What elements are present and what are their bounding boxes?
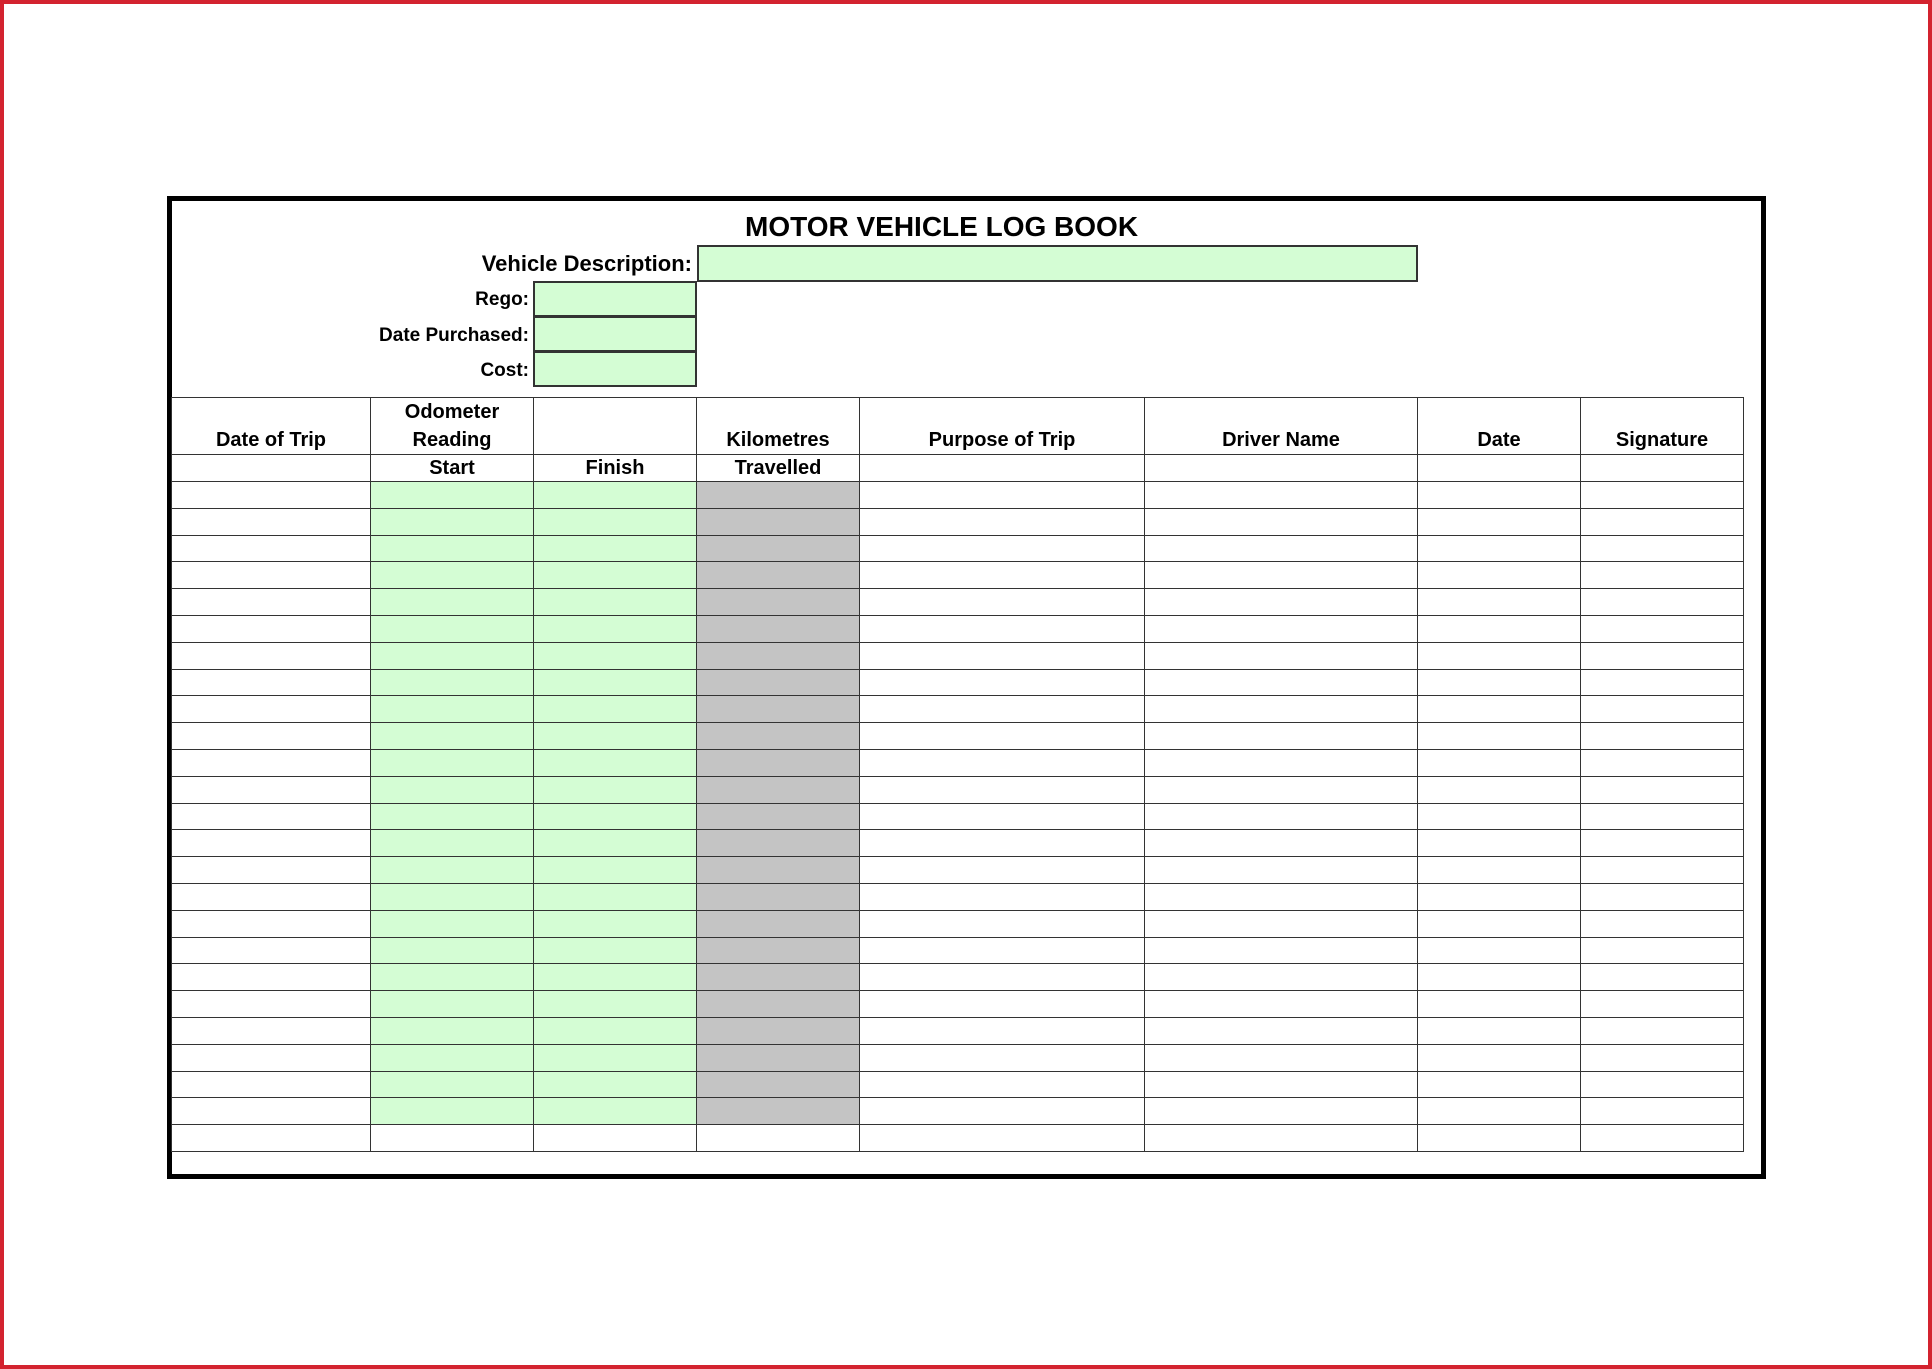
col-header-purpose-of-trip: Purpose of Trip	[860, 398, 1145, 455]
kilometres-travelled-cell[interactable]	[697, 937, 860, 964]
signature-cell[interactable]	[1581, 803, 1744, 830]
date-of-trip-cell[interactable]	[172, 1044, 371, 1071]
driver-name-cell[interactable]	[1145, 1017, 1418, 1044]
signature-cell[interactable]	[1581, 883, 1744, 910]
purpose-of-trip-cell[interactable]	[860, 482, 1145, 509]
page-title: MOTOR VEHICLE LOG BOOK	[745, 211, 1139, 242]
odometer-finish-cell[interactable]	[534, 1098, 697, 1125]
purpose-of-trip-cell[interactable]	[860, 749, 1145, 776]
kilometres-travelled-cell[interactable]	[697, 749, 860, 776]
purpose-of-trip-cell[interactable]	[860, 508, 1145, 535]
log-table	[171, 397, 1744, 1152]
table-row	[172, 910, 1744, 937]
driver-name-cell[interactable]	[1145, 1125, 1418, 1152]
date-of-trip-cell[interactable]	[172, 964, 371, 991]
kilometres-travelled-cell[interactable]	[697, 696, 860, 723]
purpose-of-trip-cell[interactable]	[860, 1044, 1145, 1071]
col-subheader-signature	[1581, 455, 1744, 482]
signature-cell[interactable]	[1581, 1125, 1744, 1152]
table-row	[172, 830, 1744, 857]
driver-name-cell[interactable]	[1145, 776, 1418, 803]
driver-name-cell[interactable]	[1145, 669, 1418, 696]
driver-name-cell[interactable]	[1145, 830, 1418, 857]
date-cell[interactable]	[1418, 803, 1581, 830]
date-cell[interactable]	[1418, 562, 1581, 589]
date-cell[interactable]	[1418, 1125, 1581, 1152]
odometer-start-cell[interactable]	[371, 749, 534, 776]
table-row	[172, 535, 1744, 562]
table-row	[172, 696, 1744, 723]
table-row	[172, 776, 1744, 803]
purpose-of-trip-cell[interactable]	[860, 776, 1145, 803]
signature-cell[interactable]	[1581, 749, 1744, 776]
date-of-trip-cell[interactable]	[172, 723, 371, 750]
odometer-start-cell[interactable]	[371, 562, 534, 589]
purpose-of-trip-cell[interactable]	[860, 991, 1145, 1018]
signature-cell[interactable]	[1581, 991, 1744, 1018]
purpose-of-trip-cell[interactable]	[860, 830, 1145, 857]
signature-cell[interactable]	[1581, 723, 1744, 750]
odometer-start-cell[interactable]	[371, 723, 534, 750]
purpose-of-trip-cell[interactable]	[860, 964, 1145, 991]
kilometres-travelled-cell[interactable]	[697, 562, 860, 589]
purpose-of-trip-cell[interactable]	[860, 883, 1145, 910]
kilometres-travelled-cell[interactable]	[697, 642, 860, 669]
table-row	[172, 615, 1744, 642]
odometer-finish-cell[interactable]	[534, 910, 697, 937]
signature-cell[interactable]	[1581, 562, 1744, 589]
signature-cell[interactable]	[1581, 589, 1744, 616]
purpose-of-trip-cell[interactable]	[860, 803, 1145, 830]
purpose-of-trip-cell[interactable]	[860, 723, 1145, 750]
col-header-finish-top	[534, 398, 697, 455]
col-subheader-start: Start	[371, 455, 534, 482]
table-row	[172, 937, 1744, 964]
date-cell[interactable]	[1418, 589, 1581, 616]
cost-field[interactable]	[533, 351, 697, 387]
signature-cell[interactable]	[1581, 535, 1744, 562]
odometer-finish-cell[interactable]	[534, 1071, 697, 1098]
purpose-of-trip-cell[interactable]	[860, 562, 1145, 589]
table-row	[172, 1125, 1744, 1152]
date-of-trip-cell[interactable]	[172, 1125, 371, 1152]
date-cell[interactable]	[1418, 615, 1581, 642]
driver-name-cell[interactable]	[1145, 508, 1418, 535]
kilometres-travelled-cell[interactable]	[697, 482, 860, 509]
driver-name-cell[interactable]	[1145, 642, 1418, 669]
signature-cell[interactable]	[1581, 776, 1744, 803]
odometer-start-cell[interactable]	[371, 883, 534, 910]
odometer-finish-cell[interactable]	[534, 535, 697, 562]
signature-cell[interactable]	[1581, 615, 1744, 642]
date-purchased-field[interactable]	[533, 316, 697, 352]
log-table-body	[172, 482, 1744, 1152]
odometer-label: Odometer	[404, 401, 500, 423]
date-of-trip-cell[interactable]	[172, 1071, 371, 1098]
signature-cell[interactable]	[1581, 857, 1744, 884]
purpose-of-trip-cell[interactable]	[860, 589, 1145, 616]
date-cell[interactable]	[1418, 857, 1581, 884]
driver-name-cell[interactable]	[1145, 857, 1418, 884]
date-of-trip-cell[interactable]	[172, 696, 371, 723]
date-cell[interactable]	[1418, 1071, 1581, 1098]
odometer-start-cell[interactable]	[371, 508, 534, 535]
signature-cell[interactable]	[1581, 1044, 1744, 1071]
purpose-of-trip-cell[interactable]	[860, 669, 1145, 696]
driver-name-cell[interactable]	[1145, 535, 1418, 562]
date-cell[interactable]	[1418, 1098, 1581, 1125]
odometer-start-cell[interactable]	[371, 696, 534, 723]
kilometres-travelled-cell[interactable]	[697, 857, 860, 884]
kilometres-travelled-cell[interactable]	[697, 1098, 860, 1125]
purpose-of-trip-cell[interactable]	[860, 1071, 1145, 1098]
date-cell[interactable]	[1418, 991, 1581, 1018]
date-of-trip-cell[interactable]	[172, 830, 371, 857]
date-cell[interactable]	[1418, 749, 1581, 776]
table-row	[172, 1098, 1744, 1125]
purpose-of-trip-cell[interactable]	[860, 937, 1145, 964]
odometer-finish-cell[interactable]	[534, 937, 697, 964]
date-of-trip-cell[interactable]	[172, 857, 371, 884]
odometer-start-cell[interactable]	[371, 964, 534, 991]
kilometres-travelled-cell[interactable]	[697, 508, 860, 535]
kilometres-travelled-cell[interactable]	[697, 964, 860, 991]
signature-cell[interactable]	[1581, 830, 1744, 857]
col-subheader-driver	[1145, 455, 1418, 482]
purpose-of-trip-cell[interactable]	[860, 1125, 1145, 1152]
table-row	[172, 669, 1744, 696]
col-header-driver-name: Driver Name	[1145, 398, 1418, 455]
odometer-start-cell[interactable]	[371, 991, 534, 1018]
date-of-trip-cell[interactable]	[172, 776, 371, 803]
driver-name-cell[interactable]	[1145, 482, 1418, 509]
odometer-start-cell[interactable]	[371, 803, 534, 830]
table-row	[172, 642, 1744, 669]
odometer-finish-cell[interactable]	[534, 1017, 697, 1044]
odometer-finish-cell[interactable]	[534, 589, 697, 616]
purpose-of-trip-cell[interactable]	[860, 535, 1145, 562]
kilometres-travelled-cell[interactable]	[697, 1044, 860, 1071]
kilometres-travelled-cell[interactable]	[697, 830, 860, 857]
driver-name-cell[interactable]	[1145, 723, 1418, 750]
purpose-of-trip-cell[interactable]	[860, 696, 1145, 723]
kilometres-travelled-cell[interactable]	[697, 589, 860, 616]
date-of-trip-cell[interactable]	[172, 910, 371, 937]
purpose-of-trip-cell[interactable]	[860, 1098, 1145, 1125]
date-cell[interactable]	[1418, 508, 1581, 535]
table-row	[172, 589, 1744, 616]
date-of-trip-cell[interactable]	[172, 508, 371, 535]
odometer-finish-cell[interactable]	[534, 508, 697, 535]
odometer-finish-cell[interactable]	[534, 991, 697, 1018]
col-subheader-date	[1418, 455, 1581, 482]
table-row	[172, 1017, 1744, 1044]
date-cell[interactable]	[1418, 937, 1581, 964]
table-row	[172, 964, 1744, 991]
odometer-start-cell[interactable]	[371, 1017, 534, 1044]
date-of-trip-cell[interactable]	[172, 615, 371, 642]
odometer-finish-cell[interactable]	[534, 857, 697, 884]
driver-name-cell[interactable]	[1145, 562, 1418, 589]
signature-cell[interactable]	[1581, 642, 1744, 669]
date-of-trip-cell[interactable]	[172, 482, 371, 509]
kilometres-travelled-cell[interactable]	[697, 1017, 860, 1044]
date-cell[interactable]	[1418, 883, 1581, 910]
table-row	[172, 723, 1744, 750]
date-of-trip-cell[interactable]	[172, 535, 371, 562]
date-cell[interactable]	[1418, 535, 1581, 562]
odometer-start-cell[interactable]	[371, 857, 534, 884]
odometer-finish-cell[interactable]	[534, 776, 697, 803]
odometer-finish-cell[interactable]	[534, 696, 697, 723]
signature-cell[interactable]	[1581, 508, 1744, 535]
col-header-odometer-reading	[371, 398, 534, 455]
driver-name-cell[interactable]	[1145, 1044, 1418, 1071]
odometer-finish-cell[interactable]	[534, 749, 697, 776]
date-of-trip-cell[interactable]	[172, 803, 371, 830]
odometer-finish-cell[interactable]	[534, 883, 697, 910]
kilometres-travelled-cell[interactable]	[697, 723, 860, 750]
signature-cell[interactable]	[1581, 696, 1744, 723]
driver-name-cell[interactable]	[1145, 883, 1418, 910]
table-row	[172, 562, 1744, 589]
date-cell[interactable]	[1418, 669, 1581, 696]
col-subheader-purpose	[860, 455, 1145, 482]
signature-cell[interactable]	[1581, 1017, 1744, 1044]
odometer-start-cell[interactable]	[371, 1071, 534, 1098]
date-of-trip-cell[interactable]	[172, 669, 371, 696]
kilometres-travelled-cell[interactable]	[697, 615, 860, 642]
signature-cell[interactable]	[1581, 482, 1744, 509]
purpose-of-trip-cell[interactable]	[860, 642, 1145, 669]
odometer-finish-cell[interactable]	[534, 803, 697, 830]
cost-label: Cost:	[480, 360, 529, 381]
driver-name-cell[interactable]	[1145, 1098, 1418, 1125]
date-of-trip-cell[interactable]	[172, 642, 371, 669]
purpose-of-trip-cell[interactable]	[860, 910, 1145, 937]
driver-name-cell[interactable]	[1145, 615, 1418, 642]
col-header-signature: Signature	[1581, 398, 1744, 455]
date-cell[interactable]	[1418, 830, 1581, 857]
reading-label: Reading	[412, 429, 492, 451]
signature-cell[interactable]	[1581, 964, 1744, 991]
odometer-finish-cell[interactable]	[534, 669, 697, 696]
purpose-of-trip-cell[interactable]	[860, 1017, 1145, 1044]
rego-field[interactable]	[533, 281, 697, 317]
purpose-of-trip-cell[interactable]	[860, 615, 1145, 642]
table-row	[172, 883, 1744, 910]
table-row	[172, 482, 1744, 509]
odometer-finish-cell[interactable]	[534, 562, 697, 589]
odometer-start-cell[interactable]	[371, 642, 534, 669]
col-header-kilometres: Kilometres	[697, 398, 860, 455]
table-row	[172, 857, 1744, 884]
kilometres-travelled-cell[interactable]	[697, 669, 860, 696]
kilometres-travelled-cell[interactable]	[697, 803, 860, 830]
odometer-start-cell[interactable]	[371, 830, 534, 857]
date-cell[interactable]	[1418, 723, 1581, 750]
odometer-finish-cell[interactable]	[534, 1125, 697, 1152]
kilometres-travelled-cell[interactable]	[697, 991, 860, 1018]
table-row	[172, 749, 1744, 776]
kilometres-travelled-cell[interactable]	[697, 535, 860, 562]
date-cell[interactable]	[1418, 482, 1581, 509]
kilometres-travelled-cell[interactable]	[697, 776, 860, 803]
purpose-of-trip-cell[interactable]	[860, 857, 1145, 884]
kilometres-travelled-cell[interactable]	[697, 1071, 860, 1098]
vehicle-description-field[interactable]	[697, 245, 1418, 282]
odometer-start-cell[interactable]	[371, 937, 534, 964]
table-row	[172, 991, 1744, 1018]
odometer-finish-cell[interactable]	[534, 964, 697, 991]
odometer-finish-cell[interactable]	[534, 615, 697, 642]
date-cell[interactable]	[1418, 1017, 1581, 1044]
driver-name-cell[interactable]	[1145, 1071, 1418, 1098]
col-subheader-finish: Finish	[534, 455, 697, 482]
odometer-start-cell[interactable]	[371, 1125, 534, 1152]
col-header-date: Date	[1418, 398, 1581, 455]
table-row	[172, 508, 1744, 535]
odometer-start-cell[interactable]	[371, 1044, 534, 1071]
date-of-trip-cell[interactable]	[172, 937, 371, 964]
date-of-trip-cell[interactable]	[172, 749, 371, 776]
date-cell[interactable]	[1418, 910, 1581, 937]
odometer-start-cell[interactable]	[371, 1098, 534, 1125]
date-of-trip-cell[interactable]	[172, 991, 371, 1018]
date-of-trip-cell[interactable]	[172, 883, 371, 910]
table-row	[172, 803, 1744, 830]
driver-name-cell[interactable]	[1145, 589, 1418, 616]
odometer-finish-cell[interactable]	[534, 482, 697, 509]
table-row	[172, 1044, 1744, 1071]
rego-label: Rego:	[475, 289, 529, 310]
odometer-start-cell[interactable]	[371, 482, 534, 509]
odometer-finish-cell[interactable]	[534, 830, 697, 857]
kilometres-travelled-cell[interactable]	[697, 910, 860, 937]
kilometres-travelled-cell[interactable]	[697, 883, 860, 910]
date-of-trip-cell[interactable]	[172, 1098, 371, 1125]
date-of-trip-cell[interactable]	[172, 589, 371, 616]
odometer-start-cell[interactable]	[371, 535, 534, 562]
vehicle-description-label: Vehicle Description:	[481, 251, 692, 276]
odometer-start-cell[interactable]	[371, 615, 534, 642]
driver-name-cell[interactable]	[1145, 964, 1418, 991]
driver-name-cell[interactable]	[1145, 937, 1418, 964]
signature-cell[interactable]	[1581, 937, 1744, 964]
col-subheader-travelled: Travelled	[697, 455, 860, 482]
signature-cell[interactable]	[1581, 1098, 1744, 1125]
signature-cell[interactable]	[1581, 1071, 1744, 1098]
signature-cell[interactable]	[1581, 669, 1744, 696]
date-cell[interactable]	[1418, 696, 1581, 723]
odometer-finish-cell[interactable]	[534, 1044, 697, 1071]
signature-cell[interactable]	[1581, 910, 1744, 937]
date-purchased-label: Date Purchased:	[379, 325, 529, 346]
kilometres-travelled-cell[interactable]	[697, 1125, 860, 1152]
odometer-start-cell[interactable]	[371, 776, 534, 803]
date-of-trip-cell[interactable]	[172, 1017, 371, 1044]
col-subheader-date-of-trip	[172, 455, 371, 482]
driver-name-cell[interactable]	[1145, 696, 1418, 723]
odometer-finish-cell[interactable]	[534, 723, 697, 750]
date-cell[interactable]	[1418, 776, 1581, 803]
driver-name-cell[interactable]	[1145, 803, 1418, 830]
col-header-date-of-trip: Date of Trip	[172, 398, 371, 455]
date-of-trip-cell[interactable]	[172, 562, 371, 589]
odometer-start-cell[interactable]	[371, 669, 534, 696]
odometer-start-cell[interactable]	[371, 589, 534, 616]
table-row	[172, 1071, 1744, 1098]
driver-name-cell[interactable]	[1145, 749, 1418, 776]
driver-name-cell[interactable]	[1145, 910, 1418, 937]
driver-name-cell[interactable]	[1145, 991, 1418, 1018]
odometer-start-cell[interactable]	[371, 910, 534, 937]
date-cell[interactable]	[1418, 964, 1581, 991]
date-cell[interactable]	[1418, 642, 1581, 669]
date-cell[interactable]	[1418, 1044, 1581, 1071]
odometer-finish-cell[interactable]	[534, 642, 697, 669]
